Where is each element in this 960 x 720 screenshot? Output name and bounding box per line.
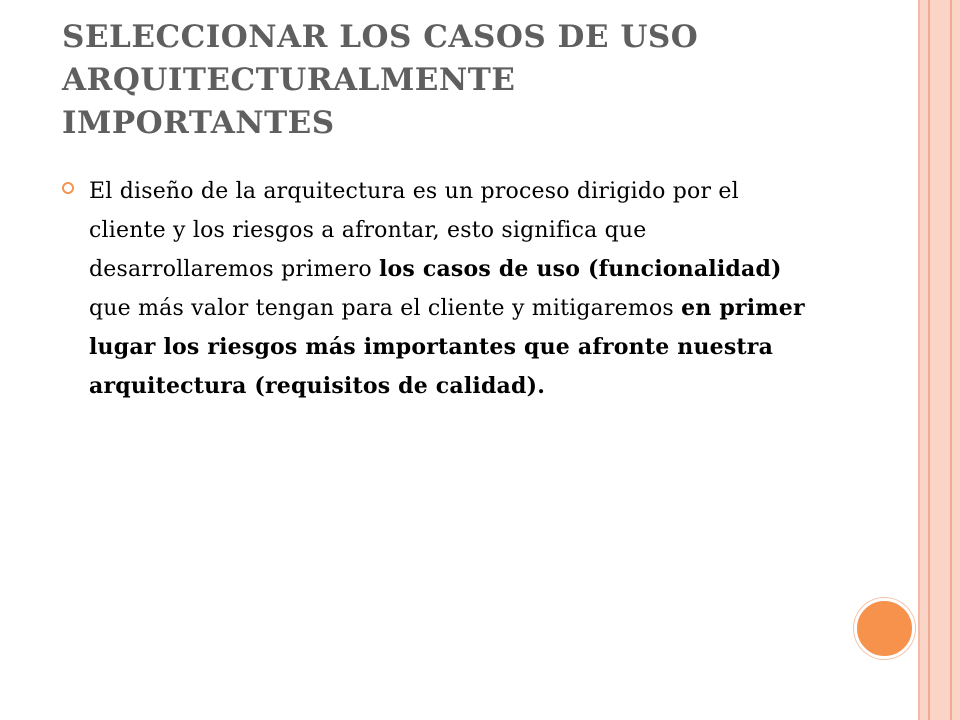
bullet-text <box>89 172 822 406</box>
slide-title <box>62 16 862 145</box>
bullet-circle-icon <box>62 182 74 194</box>
bullet-text-bold-segment: los casos de uso (funcionalidad) <box>378 256 782 282</box>
bullet-text-segment: que más valor tengan para el cliente y mitigaremos <box>89 296 682 321</box>
bullet-text-bold-segment: en primer lugar los riesgos más importantes que afronte nuestra arquitectura (requisitos de calidad). <box>89 295 805 399</box>
bullet-text-segment: El diseño de la arquitectura es un proceso dirigido por el cliente y los riesgos a afrontar, esto significa que desarrollaremos primero <box>89 179 739 282</box>
title-line: IMPORTANTES <box>62 105 335 141</box>
bullet-list <box>62 172 822 406</box>
strip-line <box>928 0 930 720</box>
title-line: SELECCIONAR LOS CASOS DE USO <box>62 19 699 55</box>
decorative-right-strip <box>920 0 960 720</box>
decorative-orange-circle <box>854 598 915 659</box>
title-line: ARQUITECTURALMENTE <box>62 62 516 98</box>
strip-line <box>950 0 952 720</box>
